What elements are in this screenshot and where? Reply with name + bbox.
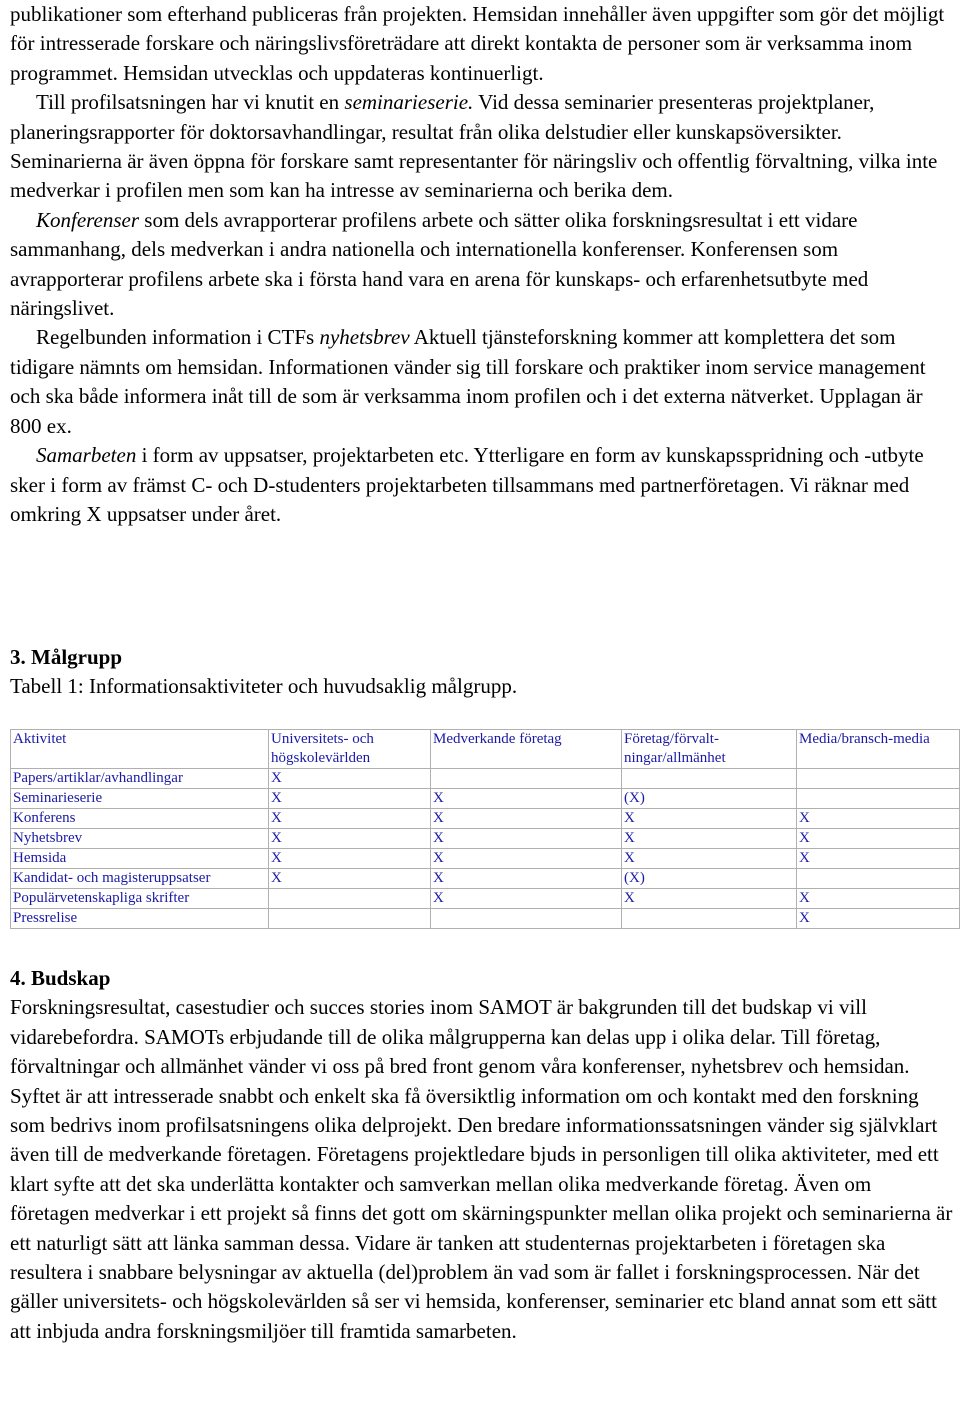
header-medverkande-foretag: Medverkande företag (431, 730, 622, 769)
cell-media (797, 769, 960, 789)
paragraph-budskap: Forskningsresultat, casestudier och succes stories inom SAMOT är bakgrunden till det budskap vi vill vidarebefordra. SAMOTs erbjudande till de olika målgrupperna kan delas upp i olika delar. Till företag, förvaltningar och allmänhet vänder vi oss på bred front genom våra konferenser, nyhetsbrev och hemsidan. Syftet är att intresserade snabbt och enkelt ska få översiktlig information om och kontakt med den forskning som bedrivs inom profilsatsningens olika delprojekt. Den bredare informationssatsningen vänder sig självklart även till de medverkande företagen. Företagens projektledare bjuds in personligen till olika aktiviteter, med ett klart syfte att det ska underlätta kontakter och samverkan mellan olika medverkande företag. Även om företagen medverkar i ett projekt så finns det gott om skärningspunkter mellan olika projekt och seminarierna är ett naturligt sätt att länka samman dessa. Vidare är tanken att studenternas projektarbeten i företagen ska resultera i snabbare belysningar av aktuella (del)problem än vad som är fallet i forskningsprocessen. När det gäller universitets- och högskolevärlden så ser vi hemsida, konferenser, seminarier etc bland annat som ett sätt att inbjuda andra forskningsmiljöer till framtida samarbeten. (10, 995, 953, 1343)
paragraph-hemsida (10, 0, 955, 88)
cell-media (797, 869, 960, 889)
header-aktivitet: Aktivitet (11, 730, 269, 769)
cell-foretag: X (622, 809, 797, 829)
cell-aktivitet: Populärvetenskapliga skrifter (11, 889, 269, 909)
nyhetsbrev-lead: Regelbunden information i CTFs (36, 325, 320, 350)
paragraph-samarbeten (10, 441, 955, 529)
cell-universitet: X (269, 849, 431, 869)
table-row (11, 869, 960, 889)
nyhetsbrev-term: nyhetsbrev (319, 325, 410, 350)
table-row (11, 889, 960, 909)
cell-universitet (269, 909, 431, 929)
header-universitet: Universitets- och högskolevärlden (269, 730, 431, 769)
header-foretag-forvaltningar: Företag/förvalt-ningar/allmänhet (622, 730, 797, 769)
cell-medverkande: X (431, 829, 622, 849)
samarbeten-rest: i form av uppsatser, projektarbeten etc. Ytterligare en form av kunskapsspridning och -utbyte sker i form av främst C- och D-studenters projektarbeten tillsammans med partnerföretagen. Vi räknar med omkring X uppsatser under året. (10, 443, 924, 526)
cell-media (797, 789, 960, 809)
section-heading-malgrupp: 3. Målgrupp (10, 645, 123, 669)
table-header-row (11, 730, 960, 769)
header-media: Media/bransch-media (797, 730, 960, 769)
paragraph-nyhetsbrev (10, 323, 955, 441)
table-row (11, 789, 960, 809)
paragraph-hemsida-text: publikationer som efterhand publiceras från projekten. Hemsidan innehåller även uppgifter som gör det möjligt för intresserade forskare och näringslivsföreträdare att direkt kontakta de personer som är verksamma inom programmet. Hemsidan utvecklas och uppdateras kontinuerligt. (10, 2, 945, 85)
paragraph-konferenser (10, 206, 955, 324)
cell-media: X (797, 809, 960, 829)
section-malgrupp (10, 643, 955, 702)
cell-foretag: (X) (622, 789, 797, 809)
konferenser-term: Konferenser (36, 207, 140, 232)
cell-media: X (797, 829, 960, 849)
table-row (11, 769, 960, 789)
cell-universitet: X (269, 829, 431, 849)
cell-aktivitet: Konferens (11, 809, 269, 829)
cell-foretag: X (622, 889, 797, 909)
cell-aktivitet: Hemsida (11, 849, 269, 869)
cell-aktivitet: Pressrelise (11, 909, 269, 929)
cell-foretag: X (622, 829, 797, 849)
table-caption: Tabell 1: Informationsaktiviteter och huvudsaklig målgrupp. (10, 674, 518, 699)
cell-medverkande: X (431, 809, 622, 829)
cell-aktivitet: Papers/artiklar/avhandlingar (11, 769, 269, 789)
table-row (11, 849, 960, 869)
cell-foretag: X (622, 849, 797, 869)
activity-audience-table (10, 729, 960, 929)
nyhetsbrev-rest: Aktuell tjänsteforskning kommer att komplettera det som tidigare nämnts om hemsidan. Informationen vänder sig till forskare och praktiker inom service management och ska både informera inåt till de som är verksamma inom profilen och i det externa nätverket. Upplagan är 800 ex. (10, 325, 926, 438)
seminarieserie-rest: Vid dessa seminarier presenteras projektplaner, planeringsrapporter för doktorsavhandlingar, resultat från olika delstudier eller kunskapsöversikter. Seminarierna är även öppna för forskare samt representanter för näringsliv och offentlig förvaltning, vilka inte medverkar i profilen men som kan ha intresse av seminarierna och berika dem. (10, 90, 938, 203)
cell-universitet: X (269, 789, 431, 809)
cell-foretag (622, 909, 797, 929)
samarbeten-term: Samarbeten (36, 443, 137, 468)
cell-universitet (269, 889, 431, 909)
cell-medverkande: X (431, 849, 622, 869)
intro-section (10, 0, 955, 529)
cell-medverkande: X (431, 869, 622, 889)
section-heading-budskap: 4. Budskap (10, 966, 111, 990)
cell-universitet: X (269, 809, 431, 829)
cell-medverkande: X (431, 789, 622, 809)
cell-aktivitet: Nyhetsbrev (11, 829, 269, 849)
seminarieserie-term: seminarieserie. (344, 90, 474, 115)
cell-medverkande (431, 769, 622, 789)
table-row (11, 909, 960, 929)
cell-medverkande (431, 909, 622, 929)
cell-aktivitet: Kandidat- och magisteruppsatser (11, 869, 269, 889)
cell-foretag (622, 769, 797, 789)
section-budskap (10, 964, 955, 1346)
cell-media: X (797, 849, 960, 869)
cell-media: X (797, 909, 960, 929)
seminarieserie-lead: Till profilsatsningen har vi knutit en (36, 90, 345, 115)
cell-universitet: X (269, 869, 431, 889)
paragraph-seminarieserie (10, 88, 955, 206)
cell-medverkande: X (431, 889, 622, 909)
cell-aktivitet: Seminarieserie (11, 789, 269, 809)
cell-media: X (797, 889, 960, 909)
table-row (11, 829, 960, 849)
cell-universitet: X (269, 769, 431, 789)
cell-foretag: (X) (622, 869, 797, 889)
konferenser-rest: som dels avrapporterar profilens arbete och sätter olika forskningsresultat i ett vidare sammanhang, dels medverkan i andra nationella och internationella konferenser. Konferensen som avrapporterar profilens arbete ska i första hand vara en arena för kunskaps- och erfarenhetsutbyte med näringslivet. (10, 207, 869, 321)
table-row (11, 809, 960, 829)
